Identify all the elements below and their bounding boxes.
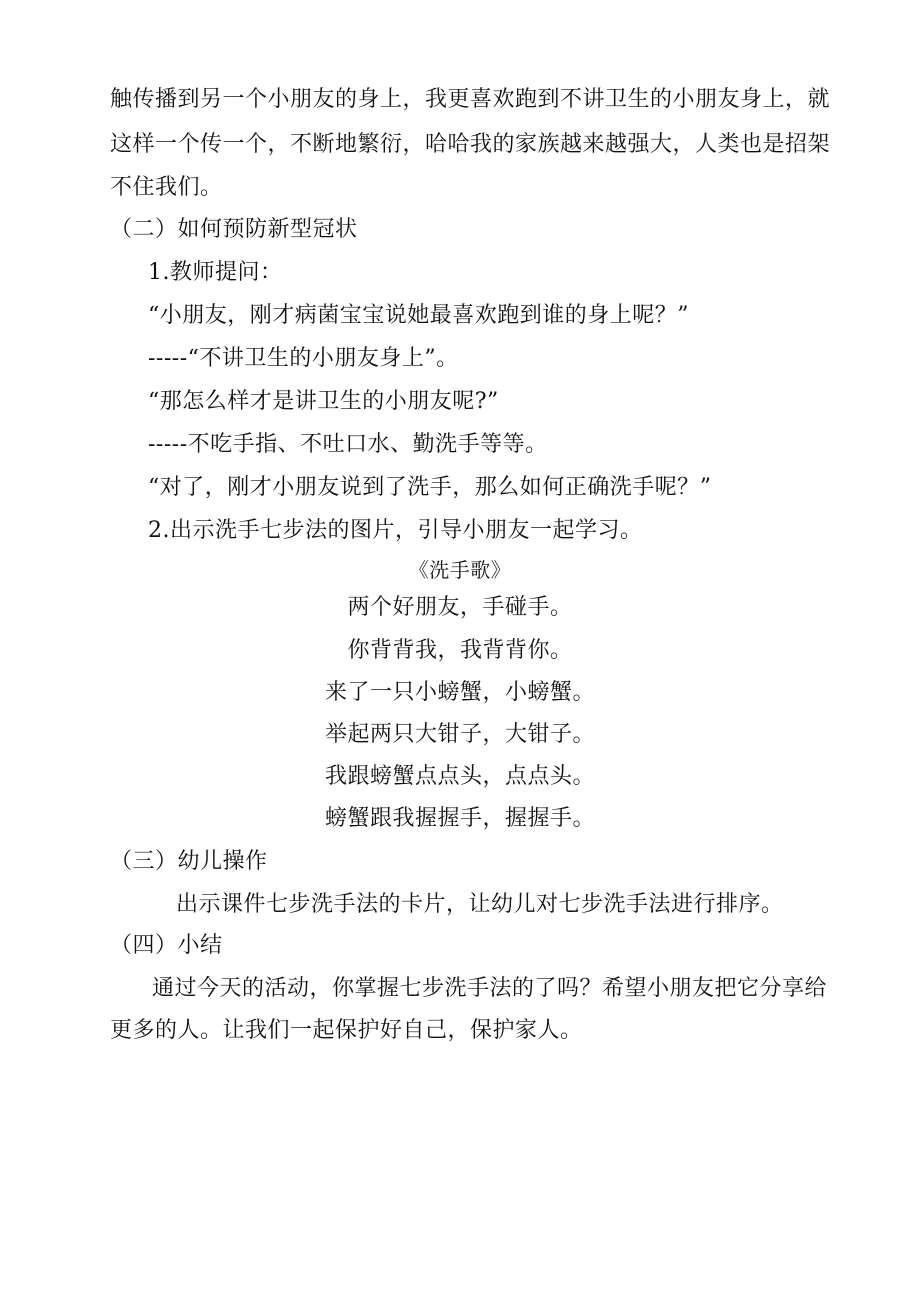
summary-line-1: 通过今天的活动，你掌握七步洗手法的了吗？希望小朋友把它分享给 [152,976,828,1001]
answer-2: -----不吃手指、不吐口水、勤洗手等等。 [148,432,548,457]
question-3: “对了，刚才小朋友说到了洗手，那么如何正确洗手呢？” [148,475,712,500]
poem-line: 举起两只大钳子，大钳子。 [324,722,595,747]
summary-line-2: 更多的人。让我们一起保护好自己，保护家人。 [110,1018,583,1043]
section-4-heading: （四）小结 [110,933,223,958]
teacher-question-step: 1.教师提问： [148,260,283,285]
intro-line-2: 这样一个传一个，不断地繁衍，哈哈我的家族越来越强大，人类也是招架 [110,132,831,157]
poem-line: 螃蟹跟我握握手，握握手。 [324,806,595,831]
intro-line-1: 触传播到另一个小朋友的身上，我更喜欢跑到不讲卫生的小朋友身上，就 [110,87,831,112]
answer-1: -----“不讲卫生的小朋友身上”。 [148,346,459,371]
handwashing-step: 2.出示洗手七步法的图片，引导小朋友一起学习。 [148,518,643,543]
poem-line: 来了一只小螃蟹，小螃蟹。 [324,680,595,705]
poem-line: 你背背我，我背背你。 [347,638,573,663]
poem-title: 《洗手歌》 [408,558,512,582]
intro-line-3: 不住我们。 [110,175,223,200]
question-1: “小朋友，刚才病菌宝宝说她最喜欢跑到谁的身上呢？” [148,303,689,328]
poem-line: 我跟螃蟹点点头，点点头。 [324,764,595,789]
section-2-heading: （二）如何预防新型冠状 [110,217,358,242]
section-3-heading: （三）幼儿操作 [110,849,268,874]
poem-line: 两个好朋友，手碰手。 [347,595,573,620]
section-3-body: 出示课件七步洗手法的卡片，让幼儿对七步洗手法进行排序。 [176,892,784,917]
question-2: “那怎么样才是讲卫生的小朋友呢?” [148,389,499,414]
